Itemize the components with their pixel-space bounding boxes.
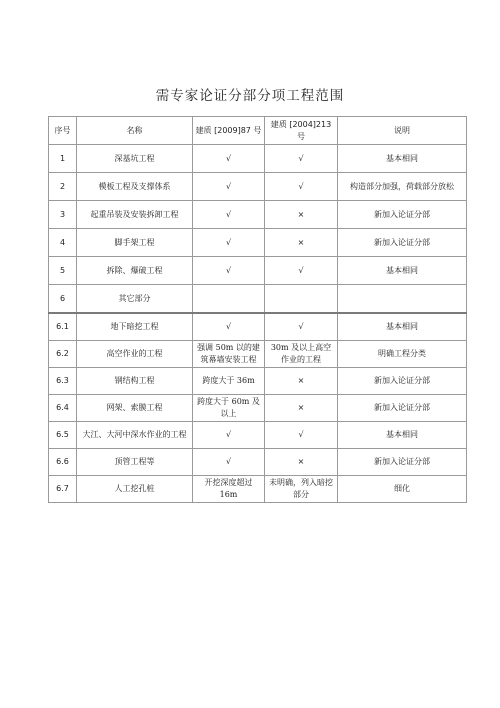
row-note: 明确工程分类 (338, 341, 467, 368)
row-name: 起重吊装及安装拆卸工程 (77, 201, 193, 229)
row-note: 基本相同 (338, 145, 467, 173)
row-name: 深基坑工程 (77, 145, 193, 173)
document-title: 需专家论证分部分项工程范围 (155, 88, 345, 104)
row-no: 6.7 (49, 476, 77, 503)
row-2004: √ (265, 145, 338, 173)
row-name: 模板工程及支撑体系 (77, 173, 193, 201)
row-2009: √ (193, 313, 265, 341)
row-note: 基本相同 (338, 313, 467, 341)
table-row (49, 476, 467, 503)
row-no: 6.2 (49, 341, 77, 368)
row-name: 地下暗挖工程 (77, 313, 193, 341)
row-name: 大江、大河中深水作业的工程 (77, 422, 193, 449)
table-row (49, 449, 467, 476)
row-2004: √ (265, 422, 338, 449)
header-name: 名称 (77, 117, 193, 145)
row-note: 新加入论证分部 (338, 395, 467, 422)
row-note (338, 285, 467, 314)
row-note: 基本相同 (338, 422, 467, 449)
row-2009: √ (193, 422, 265, 449)
row-2009: √ (193, 173, 265, 201)
row-2009: 开挖深度超过 16m (193, 476, 265, 503)
row-2009: 跨度大于 36m (193, 368, 265, 395)
row-name: 顶管工程等 (77, 449, 193, 476)
row-no: 3 (49, 201, 77, 229)
row-2004 (265, 285, 338, 314)
row-name: 脚手架工程 (77, 229, 193, 257)
row-2009: √ (193, 449, 265, 476)
row-note: 新加入论证分部 (338, 229, 467, 257)
table-row (49, 313, 467, 341)
row-2009: √ (193, 201, 265, 229)
table-row (49, 341, 467, 368)
table-header-row (49, 117, 467, 145)
row-2009: √ (193, 229, 265, 257)
row-2009: √ (193, 145, 265, 173)
table-row (49, 368, 467, 395)
row-name: 高空作业的工程 (77, 341, 193, 368)
row-name: 人工挖孔桩 (77, 476, 193, 503)
row-2009: √ (193, 257, 265, 285)
row-name: 拆除、爆破工程 (77, 257, 193, 285)
row-no: 1 (49, 145, 77, 173)
table-row (49, 257, 467, 285)
row-no: 6.6 (49, 449, 77, 476)
row-note: 细化 (338, 476, 467, 503)
row-note: 新加入论证分部 (338, 449, 467, 476)
row-no: 6.1 (49, 313, 77, 341)
row-note: 新加入论证分部 (338, 368, 467, 395)
row-2009: 跨度大于 60m 及以上 (193, 395, 265, 422)
row-2009: 强调 50m 以的建筑幕墙安装工程 (193, 341, 265, 368)
row-no: 4 (49, 229, 77, 257)
table-row (49, 285, 467, 314)
row-name: 网架、索膜工程 (77, 395, 193, 422)
header-2004: 建质 [2004]213 号 (265, 117, 338, 145)
header-no: 序号 (49, 117, 77, 145)
row-no: 6.5 (49, 422, 77, 449)
row-note: 构造部分加强，荷载部分放松 (338, 173, 467, 201)
row-2004: × (265, 449, 338, 476)
row-note: 基本相同 (338, 257, 467, 285)
row-2004: × (265, 395, 338, 422)
row-2004: × (265, 229, 338, 257)
table-row (49, 395, 467, 422)
row-no: 5 (49, 257, 77, 285)
table-row (49, 229, 467, 257)
row-2004: 未明确，列入暗挖部分 (265, 476, 338, 503)
row-no: 6.3 (49, 368, 77, 395)
row-2004: √ (265, 173, 338, 201)
scope-table (48, 116, 467, 503)
table-row (49, 422, 467, 449)
row-no: 2 (49, 173, 77, 201)
row-note: 新加入论证分部 (338, 201, 467, 229)
row-2004: √ (265, 257, 338, 285)
table-row (49, 201, 467, 229)
row-name: 其它部分 (77, 285, 193, 314)
row-2004: × (265, 368, 338, 395)
row-2004: √ (265, 313, 338, 341)
table-row (49, 145, 467, 173)
row-2004: 30m 及以上高空作业的工程 (265, 341, 338, 368)
row-2004: × (265, 201, 338, 229)
row-2009 (193, 285, 265, 314)
row-name: 钢结构工程 (77, 368, 193, 395)
header-2009: 建质 [2009]87 号 (193, 117, 265, 145)
header-note: 说明 (338, 117, 467, 145)
row-no: 6 (49, 285, 77, 314)
table-row (49, 173, 467, 201)
row-no: 6.4 (49, 395, 77, 422)
